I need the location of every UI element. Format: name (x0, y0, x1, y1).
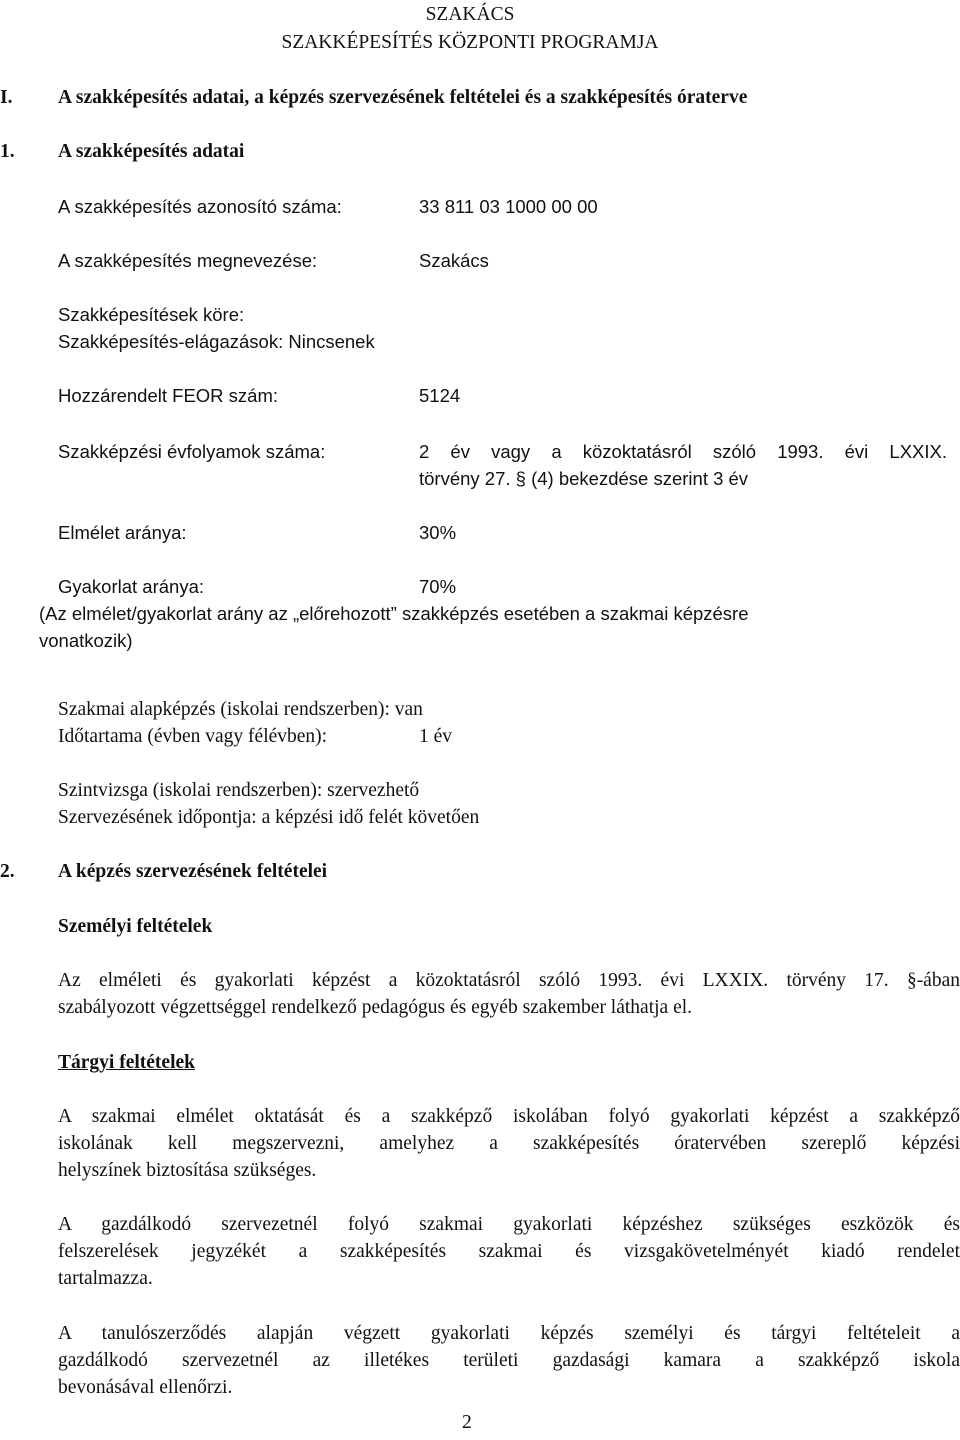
ratio-note-line2: vonatkozik) (39, 630, 133, 651)
basic-training: Szakmai alapképzés (iskolai rendszerben): van (58, 699, 423, 720)
material-p2-line3: tartalmazza. (58, 1268, 153, 1289)
duration-value: 1 év (419, 726, 453, 747)
years-value-line1: 2 év vagy a közoktatásról szóló 1993. évi LXXIX. (419, 441, 947, 462)
material-p2-line1: A gazdálkodó szervezetnél folyó szakmai gyakorlati képzéshez szükséges eszközök és (58, 1214, 960, 1235)
section-i-heading: A szakképesítés adatai, a képzés szervezésének feltételei és a szakképesítés óraterve (58, 87, 748, 108)
section-2-heading: A képzés szervezésének feltételei (58, 861, 328, 882)
material-p3-line2: gazdálkodó szervezetnél az illetékes területi gazdasági kamara a szakképző iskola (58, 1350, 960, 1371)
feor-label: Hozzárendelt FEOR szám: (58, 385, 279, 406)
years-value-line2: törvény 27. § (4) bekezdése szerint 3 év (419, 468, 749, 489)
personal-heading: Személyi feltételek (58, 916, 213, 937)
material-p3-line1: A tanulószerződés alapján végzett gyakorlati képzés személyi és tárgyi feltételeit a (58, 1323, 960, 1344)
doc-title-line1: SZAKÁCS (425, 4, 515, 25)
branch-label: Szakképesítés-elágazások: Nincsenek (58, 331, 375, 352)
material-p1-line1: A szakmai elmélet oktatását és a szakképző iskolában folyó gyakorlati képzést a szakképző (58, 1106, 960, 1127)
name-label: A szakképesítés megnevezése: (58, 250, 318, 271)
theory-value: 30% (419, 522, 457, 543)
practice-value: 70% (419, 576, 457, 597)
exam-time: Szervezésének időpontja: a képzési idő felét követően (58, 807, 480, 828)
section-1-heading: A szakképesítés adatai (58, 141, 245, 162)
section-2-number: 2. (0, 861, 15, 882)
ratio-note-line1: (Az elmélet/gyakorlat arány az „előrehozott” szakképzés esetében a szakmai képzésre (39, 603, 749, 624)
exam: Szintvizsga (iskolai rendszerben): szervezhető (58, 780, 420, 801)
theory-label: Elmélet aránya: (58, 522, 187, 543)
page-number: 2 (462, 1412, 472, 1433)
id-label: A szakképesítés azonosító száma: (58, 196, 342, 217)
duration-label: Időtartama (évben vagy félévben): (58, 726, 328, 747)
personal-p1-line2: szabályozott végzettséggel rendelkező pedagógus és egyéb szakember láthatja el. (58, 997, 693, 1018)
feor-value: 5124 (419, 385, 461, 406)
name-value: Szakács (419, 250, 489, 271)
material-p1-line2: iskolának kell megszervezni, amelyhez a szakképesítés óratervében szereplő képzési (58, 1133, 960, 1154)
doc-title-line2: SZAKKÉPESÍTÉS KÖZPONTI PROGRAMJA (281, 32, 659, 53)
section-i-number: I. (0, 87, 13, 108)
material-p1-line3: helyszínek biztosítása szükséges. (58, 1160, 317, 1181)
id-value: 33 811 03 1000 00 00 (419, 196, 598, 217)
practice-label: Gyakorlat aránya: (58, 576, 205, 597)
material-p2-line2: felszerelések jegyzékét a szakképesítés szakmai és vizsgakövetelményét kiadó rendelet (58, 1241, 960, 1262)
scope-label: Szakképesítések köre: (58, 304, 245, 325)
years-label: Szakképzési évfolyamok száma: (58, 441, 326, 462)
material-p3-line3: bevonásával ellenőrzi. (58, 1377, 233, 1398)
material-heading: Tárgyi feltételek (58, 1052, 195, 1073)
personal-p1-line1: Az elméleti és gyakorlati képzést a közoktatásról szóló 1993. évi LXXIX. törvény 17. §-ában (58, 970, 960, 991)
section-1-number: 1. (0, 141, 15, 162)
